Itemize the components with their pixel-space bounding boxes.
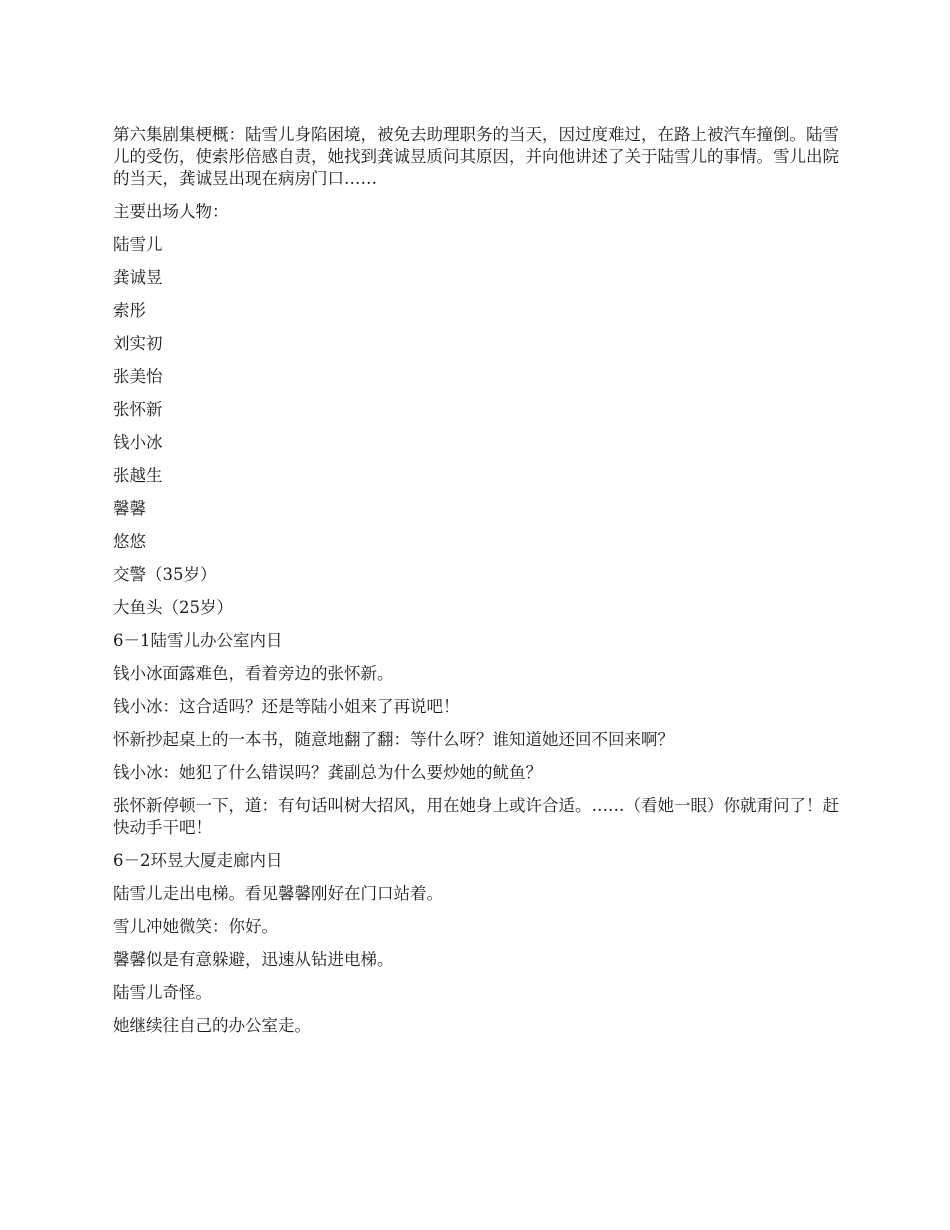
- cast-item: 陆雪儿: [113, 235, 163, 254]
- script-line: 钱小冰面露难色，看着旁边的张怀新。: [113, 664, 394, 683]
- scene-heading: 6－1陆雪儿办公室内日: [113, 631, 283, 650]
- cast-item: 张美怡: [113, 367, 163, 386]
- script-line: 雪儿冲她微笑：你好。: [113, 917, 278, 936]
- cast-item: 交警（35岁）: [113, 565, 217, 584]
- cast-item: 大鱼头（25岁）: [113, 598, 233, 617]
- script-line: 她继续往自己的办公室走。: [113, 1016, 311, 1035]
- cast-item: 馨馨: [113, 499, 146, 518]
- cast-item: 张怀新: [113, 400, 163, 419]
- cast-item: 龚诚昱: [113, 268, 163, 287]
- script-line: 馨馨似是有意躲避，迅速从钻进电梯。: [113, 950, 394, 969]
- cast-heading: 主要出场人物：: [113, 202, 229, 221]
- cast-item: 钱小冰: [113, 433, 163, 452]
- synopsis-paragraph: 第六集剧集梗概：陆雪儿身陷困境，被免去助理职务的当天，因过度难过，在路上被汽车撞倒。陆雪儿的受伤，使索彤倍感自责，她找到龚诚昱质问其原因，并向他讲述了关于陆雪儿的事情。雪儿出院的当天，龚诚昱出现在病房门口……: [113, 125, 839, 188]
- cast-item: 悠悠: [113, 532, 146, 551]
- script-line: 钱小冰：这合适吗？还是等陆小姐来了再说吧！: [113, 697, 460, 716]
- scene-heading: 6－2环昱大厦走廊内日: [113, 851, 283, 870]
- script-line: 怀新抄起桌上的一本书，随意地翻了翻：等什么呀？谁知道她还回不回来啊？: [113, 730, 674, 749]
- script-line: 陆雪儿走出电梯。看见馨馨刚好在门口站着。: [113, 884, 443, 903]
- script-line: 张怀新停顿一下，道：有句话叫树大招风，用在她身上或许合适。……（看她一眼）你就甭问了！赶快动手干吧！: [113, 796, 839, 837]
- script-line: 陆雪儿奇怪。: [113, 983, 212, 1002]
- cast-item: 张越生: [113, 466, 163, 485]
- document-body: [113, 124, 843, 1048]
- cast-item: 刘实初: [113, 334, 163, 353]
- cast-item: 索彤: [113, 301, 146, 320]
- script-line: 钱小冰：她犯了什么错误吗？龚副总为什么要炒她的鱿鱼？: [113, 763, 542, 782]
